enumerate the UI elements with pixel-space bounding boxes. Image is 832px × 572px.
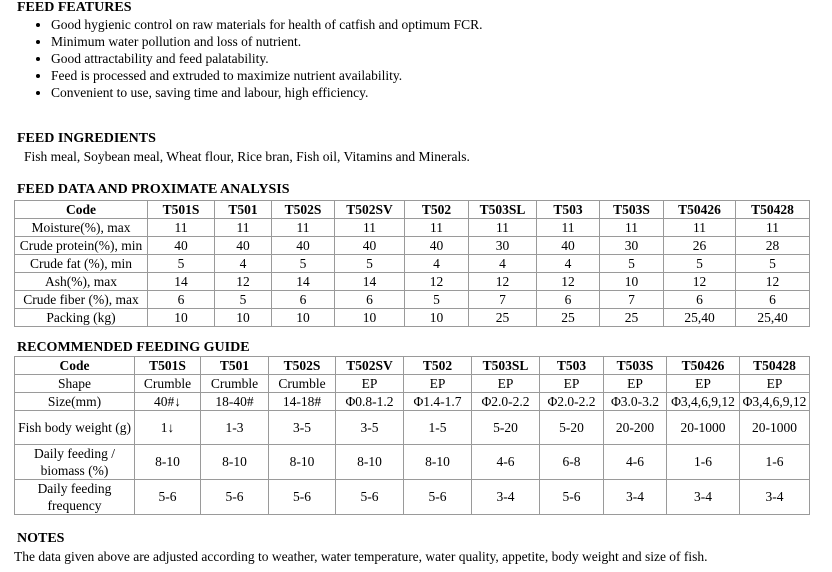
- table-cell: 12: [736, 273, 810, 291]
- table-cell: 3-4: [740, 480, 810, 515]
- table-cell: 6-8: [540, 445, 604, 480]
- table-cell: 8-10: [404, 445, 472, 480]
- table-cell: 25: [600, 309, 664, 327]
- table-cell: 6: [736, 291, 810, 309]
- table-cell: 10: [215, 309, 272, 327]
- header-cell: T501S: [135, 357, 201, 375]
- header-cell: T502SV: [336, 357, 404, 375]
- table-row: [15, 291, 810, 309]
- row-label-cell: Shape: [15, 375, 135, 393]
- table-cell: 40: [405, 237, 469, 255]
- row-label-cell: Daily feeding frequency: [15, 480, 135, 515]
- table-cell: 10: [600, 273, 664, 291]
- notes-title: NOTES: [17, 531, 65, 546]
- table-cell: 40: [148, 237, 215, 255]
- table-cell: Φ3,4,6,9,12: [667, 393, 740, 411]
- table-cell: 3-4: [604, 480, 667, 515]
- table-row: [15, 237, 810, 255]
- table-cell: 6: [664, 291, 736, 309]
- table-cell: 5-6: [404, 480, 472, 515]
- table-cell: 12: [469, 273, 537, 291]
- table-row: [15, 273, 810, 291]
- table-cell: 20-1000: [667, 411, 740, 445]
- table-cell: 28: [736, 237, 810, 255]
- table-cell: 7: [600, 291, 664, 309]
- list-item: • Good attractability and feed palatability.: [51, 50, 483, 67]
- table-cell: EP: [604, 375, 667, 393]
- table-cell: 12: [664, 273, 736, 291]
- table-cell: 26: [664, 237, 736, 255]
- header-cell: T501: [201, 357, 269, 375]
- list-item: • Good hygienic control on raw materials for health of catfish and optimum FCR.: [51, 16, 483, 33]
- row-label-cell: Daily feeding / biomass (%): [15, 445, 135, 480]
- table-cell: 3-4: [667, 480, 740, 515]
- table-cell: 5-20: [540, 411, 604, 445]
- header-cell: T501S: [148, 201, 215, 219]
- table-cell: 14-18#: [269, 393, 336, 411]
- header-cell: T50426: [664, 201, 736, 219]
- table-cell: 3-4: [472, 480, 540, 515]
- table-cell: 11: [405, 219, 469, 237]
- analysis-title: FEED DATA AND PROXIMATE ANALYSIS: [17, 182, 290, 197]
- header-cell: T503SL: [469, 201, 537, 219]
- header-cell: T501: [215, 201, 272, 219]
- table-cell: Crumble: [135, 375, 201, 393]
- table-cell: 14: [335, 273, 405, 291]
- header-cell: T502S: [272, 201, 335, 219]
- table-cell: 20-1000: [740, 411, 810, 445]
- table-cell: 5-6: [135, 480, 201, 515]
- table-cell: 1-6: [740, 445, 810, 480]
- row-label-cell: Ash(%), max: [15, 273, 148, 291]
- table-row: [15, 411, 810, 445]
- table-cell: 5-6: [336, 480, 404, 515]
- table-cell: 5: [148, 255, 215, 273]
- table-cell: 25,40: [736, 309, 810, 327]
- row-label-cell: Crude fat (%), min: [15, 255, 148, 273]
- table-cell: Φ2.0-2.2: [472, 393, 540, 411]
- table-cell: 1-3: [201, 411, 269, 445]
- table-cell: 5-20: [472, 411, 540, 445]
- table-cell: 25: [537, 309, 600, 327]
- table-cell: 5: [405, 291, 469, 309]
- table-cell: 25,40: [664, 309, 736, 327]
- table-cell: 1-6: [667, 445, 740, 480]
- table-cell: 5: [664, 255, 736, 273]
- table-cell: Φ2.0-2.2: [540, 393, 604, 411]
- table-cell: Φ3,4,6,9,12: [740, 393, 810, 411]
- table-cell: 11: [272, 219, 335, 237]
- table-cell: 6: [272, 291, 335, 309]
- list-item: • Convenient to use, saving time and labour, high efficiency.: [51, 84, 483, 101]
- table-cell: Φ3.0-3.2: [604, 393, 667, 411]
- table-cell: 12: [405, 273, 469, 291]
- notes-text: The data given above are adjusted according to weather, water temperature, water quality, appetite, body weight and size of fish.: [14, 549, 708, 564]
- list-item: • Feed is processed and extruded to maximize nutrient availability.: [51, 67, 483, 84]
- table-cell: 8-10: [336, 445, 404, 480]
- table-header-row: [15, 201, 810, 219]
- feed-ingredients-title: FEED INGREDIENTS: [17, 131, 156, 146]
- table-cell: 40: [537, 237, 600, 255]
- table-cell: 4-6: [472, 445, 540, 480]
- table-row: [15, 309, 810, 327]
- table-cell: 5: [600, 255, 664, 273]
- table-cell: 5: [272, 255, 335, 273]
- table-header-row: [15, 357, 810, 375]
- header-cell: T50428: [736, 201, 810, 219]
- table-cell: 18-40#: [201, 393, 269, 411]
- table-cell: 10: [148, 309, 215, 327]
- table-cell: 11: [215, 219, 272, 237]
- list-item: • Minimum water pollution and loss of nutrient.: [51, 33, 483, 50]
- table-cell: 10: [272, 309, 335, 327]
- table-cell: Φ1.4-1.7: [404, 393, 472, 411]
- header-cell: T502SV: [335, 201, 405, 219]
- table-cell: 11: [335, 219, 405, 237]
- table-cell: 8-10: [201, 445, 269, 480]
- table-cell: 14: [272, 273, 335, 291]
- guide-title: RECOMMENDED FEEDING GUIDE: [17, 340, 250, 355]
- table-cell: 40: [272, 237, 335, 255]
- table-cell: 40#↓: [135, 393, 201, 411]
- feed-features-title: FEED FEATURES: [17, 0, 132, 15]
- row-label-cell: Fish body weight (g): [15, 411, 135, 445]
- header-cell: T503S: [600, 201, 664, 219]
- table-cell: 12: [537, 273, 600, 291]
- analysis-table: [14, 200, 810, 327]
- table-cell: 1-5: [404, 411, 472, 445]
- table-cell: 10: [405, 309, 469, 327]
- table-cell: EP: [740, 375, 810, 393]
- table-cell: 11: [469, 219, 537, 237]
- table-cell: 11: [736, 219, 810, 237]
- table-cell: 25: [469, 309, 537, 327]
- table-cell: 30: [600, 237, 664, 255]
- table-row: [15, 445, 810, 480]
- table-cell: 5-6: [540, 480, 604, 515]
- table-cell: Crumble: [201, 375, 269, 393]
- table-cell: 3-5: [336, 411, 404, 445]
- header-cell: T502: [405, 201, 469, 219]
- table-row: [15, 255, 810, 273]
- header-cell: Code: [15, 357, 135, 375]
- feeding-guide-table: [14, 356, 810, 515]
- table-row: [15, 375, 810, 393]
- row-label-cell: Crude protein(%), min: [15, 237, 148, 255]
- table-cell: 6: [148, 291, 215, 309]
- table-cell: 6: [335, 291, 405, 309]
- table-cell: Crumble: [269, 375, 336, 393]
- table-cell: 10: [335, 309, 405, 327]
- table-cell: 40: [335, 237, 405, 255]
- table-cell: 8-10: [269, 445, 336, 480]
- header-cell: T50426: [667, 357, 740, 375]
- header-cell: T503: [540, 357, 604, 375]
- table-cell: EP: [667, 375, 740, 393]
- table-cell: EP: [336, 375, 404, 393]
- row-label-cell: Moisture(%), max: [15, 219, 148, 237]
- table-cell: EP: [472, 375, 540, 393]
- table-cell: 20-200: [604, 411, 667, 445]
- header-cell: T502: [404, 357, 472, 375]
- table-cell: 11: [664, 219, 736, 237]
- header-cell: T503: [537, 201, 600, 219]
- table-cell: 40: [215, 237, 272, 255]
- table-cell: 4: [405, 255, 469, 273]
- table-cell: 8-10: [135, 445, 201, 480]
- table-cell: 11: [537, 219, 600, 237]
- table-cell: 14: [148, 273, 215, 291]
- table-cell: EP: [540, 375, 604, 393]
- table-cell: 3-5: [269, 411, 336, 445]
- table-cell: 12: [215, 273, 272, 291]
- table-cell: 6: [537, 291, 600, 309]
- header-cell: Code: [15, 201, 148, 219]
- table-cell: 4-6: [604, 445, 667, 480]
- table-cell: 11: [600, 219, 664, 237]
- table-row: [15, 219, 810, 237]
- header-cell: T503S: [604, 357, 667, 375]
- feed-ingredients-text: Fish meal, Soybean meal, Wheat flour, Rice bran, Fish oil, Vitamins and Minerals.: [24, 149, 470, 164]
- table-cell: 5: [736, 255, 810, 273]
- table-cell: 7: [469, 291, 537, 309]
- table-cell: 4: [215, 255, 272, 273]
- table-cell: EP: [404, 375, 472, 393]
- table-row: [15, 480, 810, 515]
- row-label-cell: Size(mm): [15, 393, 135, 411]
- header-cell: T503SL: [472, 357, 540, 375]
- table-cell: 5-6: [201, 480, 269, 515]
- table-cell: 11: [148, 219, 215, 237]
- table-cell: 5-6: [269, 480, 336, 515]
- row-label-cell: Crude fiber (%), max: [15, 291, 148, 309]
- table-cell: 5: [335, 255, 405, 273]
- table-cell: Φ0.8-1.2: [336, 393, 404, 411]
- feed-features-list: [17, 16, 483, 101]
- table-cell: 1↓: [135, 411, 201, 445]
- table-cell: 4: [537, 255, 600, 273]
- table-row: [15, 393, 810, 411]
- table-cell: 5: [215, 291, 272, 309]
- table-cell: 4: [469, 255, 537, 273]
- table-cell: 30: [469, 237, 537, 255]
- header-cell: T50428: [740, 357, 810, 375]
- header-cell: T502S: [269, 357, 336, 375]
- row-label-cell: Packing (kg): [15, 309, 148, 327]
